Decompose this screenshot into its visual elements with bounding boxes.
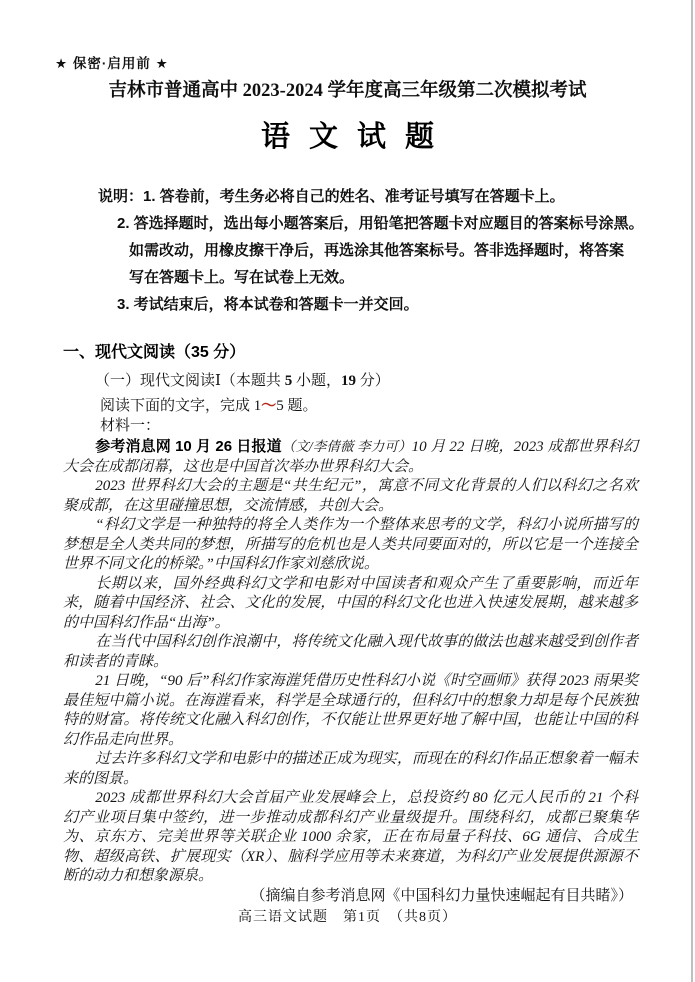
section-heading: 一、现代文阅读（35 分） <box>63 344 246 361</box>
paragraph-lead <box>63 437 638 477</box>
instruction-line: 如需改动，用橡皮擦干净后，再选涂其他答案标号。答非选择题时，将答案 <box>129 242 625 259</box>
paragraph: 21 日晚，“90 后”科幻作家海漄凭借历史性科幻小说《时空画师》获得 2023 雨果奖最佳短中篇小说。在海漄看来，科学是全球通行的，但科幻中的想象力却是每个民族独特的财富。将传统文化融入科幻创作，不仅能让世界更好地了解中国，也能让中国的科幻作品走向世界。 <box>63 673 638 748</box>
paragraph: 2023 世界科幻大会的主题是“共生纪元”，寓意不同文化背景的人们以科幻之名欢聚成都，在这里碰撞思想，交流情感，共创大会。 <box>63 478 638 514</box>
points-count: 19 <box>340 373 356 389</box>
task-text: 阅读下面的文字，完成 1 <box>100 398 262 414</box>
section-one <box>63 344 638 887</box>
task-line <box>100 397 638 415</box>
range-tilde: ～ <box>261 398 277 414</box>
lead-text: 10 月 22 日晚，2023 成都世界科幻大会在成都闭幕，这也是中国首次举办世界科幻大会。 <box>63 439 638 475</box>
subsection-text: （一）现代文阅读Ⅰ（本题共 <box>95 373 285 389</box>
instructions-block <box>98 183 644 318</box>
news-source-dateline: 参考消息网 10 月 26 日报道 <box>95 438 282 455</box>
subject-title: 语文试题 <box>260 121 453 153</box>
subsection-heading <box>95 372 638 390</box>
material-label: 材料一： <box>100 418 161 434</box>
question-count: 5 <box>284 373 293 389</box>
byline: （文/李倩薇 李力可） <box>281 439 412 454</box>
security-notice: ★ 保密·启用前 ★ <box>55 56 169 71</box>
paragraph: 过去许多科幻文学和电影中的描述正成为现实，而现在的科幻作品正想象着一幅未来的图景。 <box>63 751 638 787</box>
instruction-line: 2. 答选择题时，选出每小题答案后，用铅笔把答题卡对应题目的答案标号涂黑。 <box>117 215 644 232</box>
task-text: 5 题。 <box>276 398 318 414</box>
paragraph: 在当代中国科幻创作浪潮中，将传统文化融入现代故事的做法也越来越受到创作者和读者的青睐。 <box>63 634 638 670</box>
paragraph: 2023 成都世界科幻大会首届产业发展峰会上，总投资约 80 亿元人民币的 21 个科幻产业项目集中签约，进一步推动成都科幻产业量级提升。围绕科幻，成都已聚集华为、京东方、完美世界等关联企业 1000 余家，正在布局量子科技、6G 通信、合成生物、超级高铁、扩展现实（XR）、脑科学应用等未来赛道，为科幻产业发展提供源源不断的动力和想象源泉。 <box>63 790 638 884</box>
source-attribution: （摘编自参考消息网《中国科幻力量快速崛起有目共睹》） <box>250 888 633 904</box>
paragraph: “科幻文学是一种独特的将全人类作为一个整体来思考的文学，科幻小说所描写的梦想是全人类共同的梦想，所描写的危机也是人类共同要面对的，所以它是一个连接全世界不同文化的桥梁。”中国科幻作家刘慈欣说。 <box>63 517 638 572</box>
instruction-line: 说明：1. 答卷前，考生务必将自己的姓名、准考证号填写在答题卡上。 <box>98 188 565 205</box>
article-body <box>63 437 638 887</box>
subsection-text: 小题， <box>292 373 341 389</box>
paragraph: 长期以来，国外经典科幻文学和电影对中国读者和观众产生了重要影响，而近年来，随着中国经济、社会、文化的发展，中国的科幻文化也进入快速发展期，越来越多的中国科幻作品“出海”。 <box>63 575 638 631</box>
exam-session-title: 吉林市普通高中 2023-2024 学年度高三年级第二次模拟考试 <box>108 81 587 101</box>
subsection-text: 分） <box>355 373 390 389</box>
page-footer: 高三语文试题 第1页 （共8页） <box>238 910 457 925</box>
instruction-line: 3. 考试结束后，将本试卷和答题卡一并交回。 <box>117 296 419 313</box>
instruction-line: 写在答题卡上。写在试卷上无效。 <box>129 269 355 286</box>
